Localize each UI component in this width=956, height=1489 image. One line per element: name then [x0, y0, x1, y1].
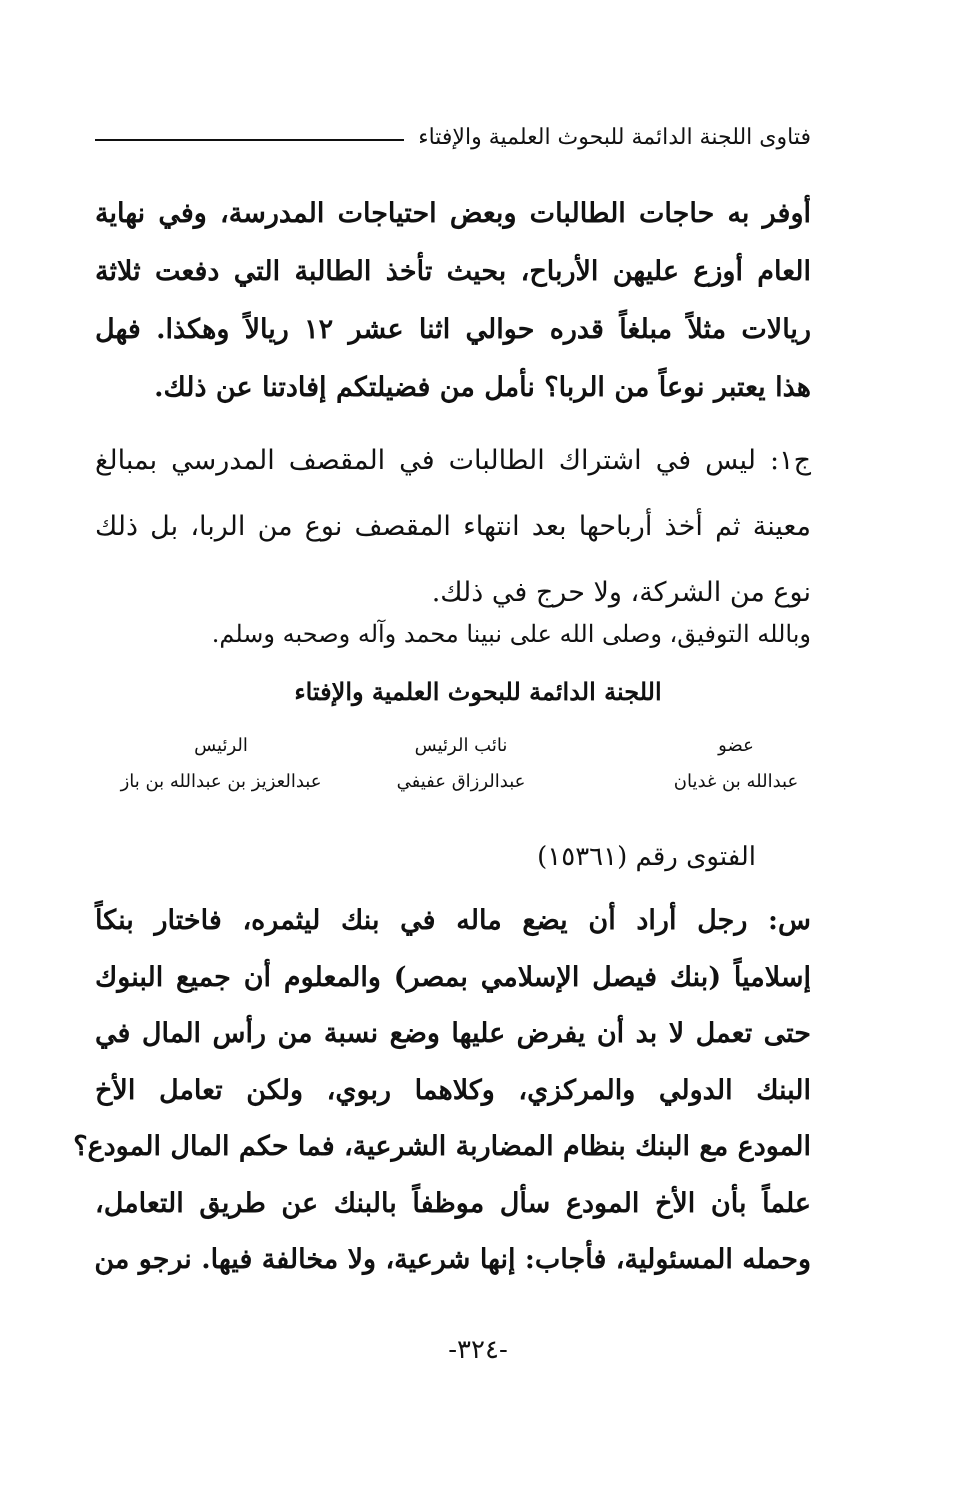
- closing-formula: وبالله التوفيق، وصلى الله على نبينا محمد وآله وصحبه وسلم.: [211, 620, 811, 648]
- text-line: العام أوزع عليهن الأرباح، بحيث تأخذ الطالبة التي دفعت ثلاثة: [95, 256, 811, 287]
- signature-role: عضو: [718, 735, 754, 756]
- signature-name: عبدالله بن غديان: [673, 771, 799, 792]
- header-rule: [95, 139, 404, 141]
- signature-chair: [101, 728, 341, 800]
- text-line: نوع من الشركة، ولا حرج في ذلك.: [431, 577, 811, 608]
- text-line: حتى تعمل لا بد أن يفرض عليها وضع نسبة من رأس المال في: [95, 1018, 811, 1049]
- fatwa-number: الفتوى رقم (١٥٣٦١): [537, 842, 756, 872]
- text-line: المودع مع البنك بنظام المضاربة الشرعية، فما حكم المال المودع؟: [73, 1131, 811, 1162]
- text-line: معينة ثم أخذ أرباحها بعد انتهاء المقصف نوع من الربا، بل ذلك: [95, 511, 811, 542]
- answer-1: [95, 428, 811, 626]
- text-line: أوفر به حاجات الطالبات وبعض احتياجات المدرسة، وفي نهاية: [95, 198, 811, 229]
- text-line: إسلامياً (بنك فيصل الإسلامي بمصر) والمعلوم أن جميع البنوك: [95, 961, 811, 993]
- running-header-title: فتاوى اللجنة الدائمة للبحوث العلمية والإفتاء: [418, 124, 811, 150]
- running-header: [95, 120, 811, 154]
- signatures: [95, 728, 811, 808]
- page-number: -٣٢٤-: [448, 1335, 508, 1365]
- text-line: س: رجل أراد أن يضع ماله في بنك ليثمره، فاختار بنكاً: [95, 905, 811, 936]
- text-line: البنك الدولي والمركزي، وكلاهما ربوي، ولكن تعامل الأخ: [95, 1074, 811, 1106]
- question-1: [95, 185, 811, 417]
- text-line: ج١: ليس في اشتراك الطالبات في المقصف المدرسي بمبالغ: [95, 445, 811, 476]
- signature-role: الرئيس: [194, 735, 248, 756]
- signature-name: عبدالرزاق عفيفي: [396, 771, 526, 792]
- signature-member: [661, 728, 811, 800]
- question-2: [73, 893, 811, 1289]
- signature-name: عبدالعزيز بن عبدالله بن باز: [120, 771, 322, 792]
- signature-vice-chair: [371, 728, 551, 800]
- text-line: علماً بأن الأخ المودع سأل موظفاً بالبنك عن طريق التعامل،: [95, 1187, 811, 1219]
- text-line: هذا يعتبر نوعاً من الربا؟ نأمل من فضيلتكم إفادتنا عن ذلك.: [154, 372, 811, 403]
- text-line: وحمله المسئولية، فأجاب: إنها شرعية، ولا مخالفة فيها. نرجو من: [94, 1244, 811, 1275]
- signature-role: نائب الرئيس: [414, 735, 508, 756]
- committee-name: اللجنة الدائمة للبحوث العلمية والإفتاء: [294, 677, 662, 706]
- text-line: ريالات مثلاً مبلغاً قدره حوالي اثنا عشر ١٢ ريالاً وهكذا. فهل: [95, 314, 811, 345]
